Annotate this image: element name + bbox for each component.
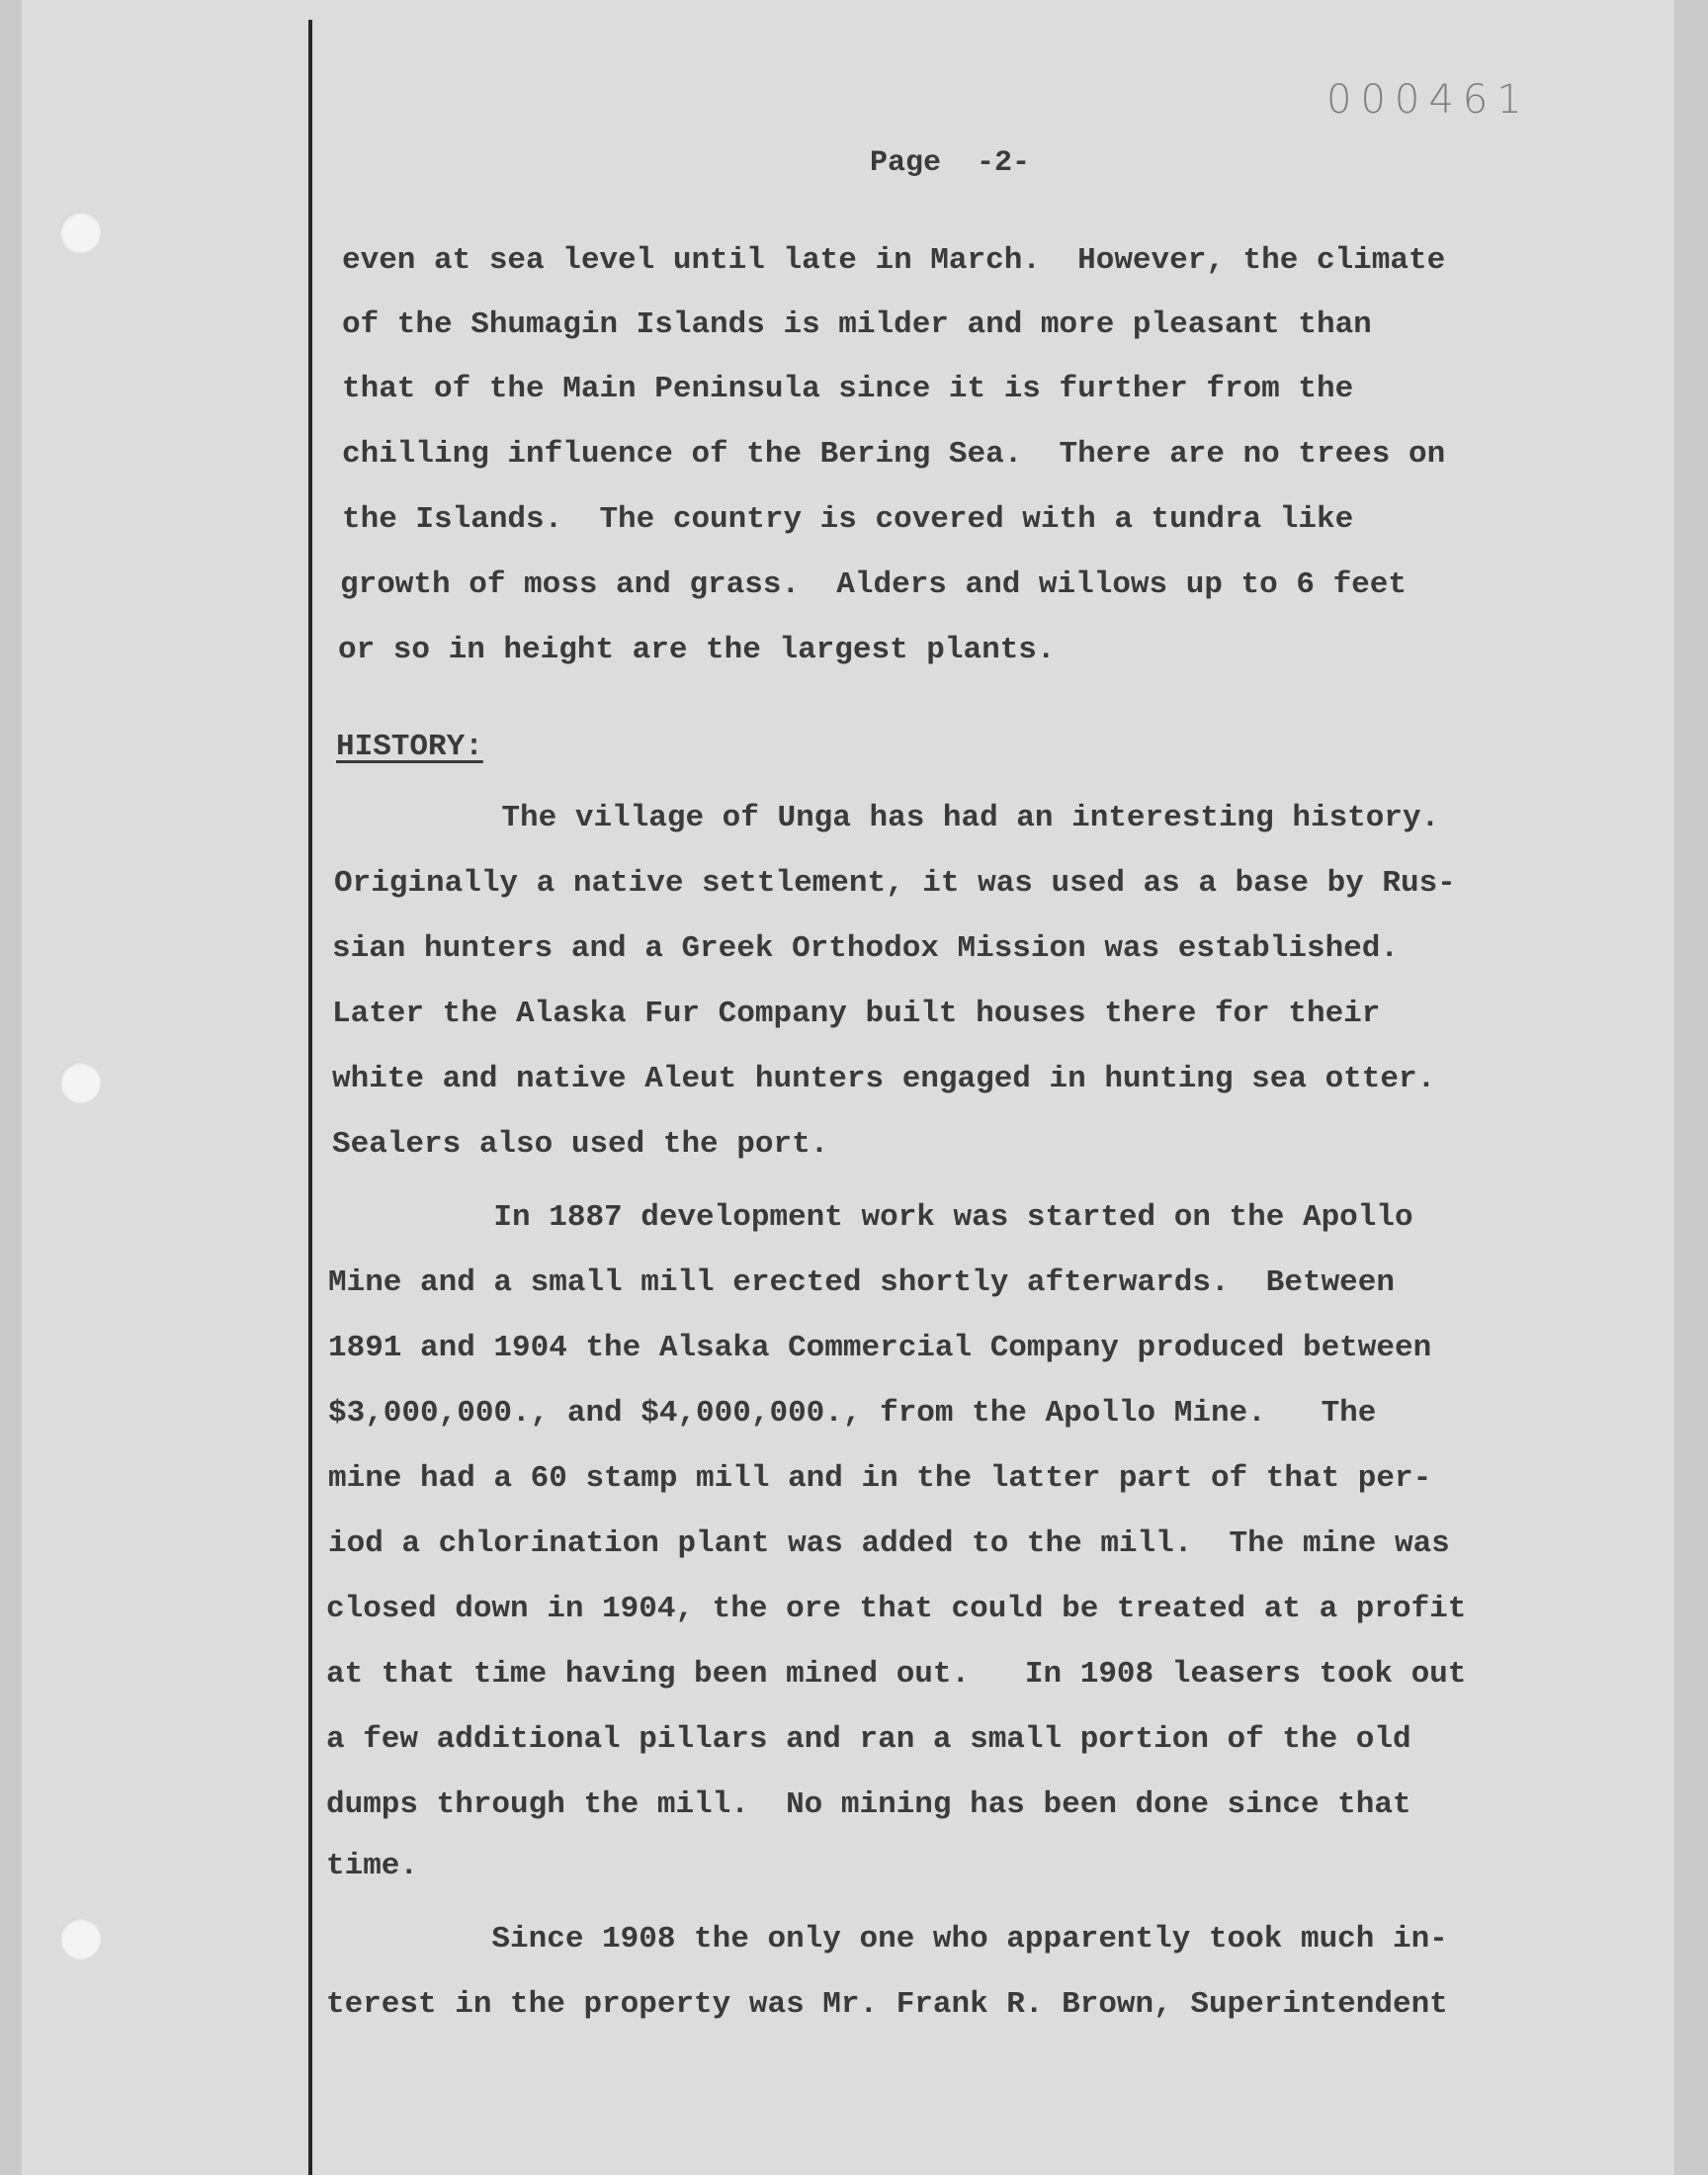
text-line: Since 1908 the only one who apparently took much in-: [326, 1922, 1448, 1957]
text-line: at that time having been mined out. In 1908 leasers took out: [326, 1657, 1467, 1692]
margin-rule: [308, 20, 312, 2175]
text-line: 1891 and 1904 the Alsaka Commercial Company produced between: [328, 1331, 1432, 1365]
text-line: or so in height are the largest plants.: [338, 633, 1056, 667]
text-line: a few additional pillars and ran a small portion of the old: [326, 1722, 1411, 1757]
text-line: the Islands. The country is covered with a tundra like: [342, 502, 1354, 537]
text-line: growth of moss and grass. Alders and willows up to 6 feet: [340, 567, 1407, 602]
text-line: Originally a native settlement, it was used as a base by Rus-: [334, 866, 1456, 901]
text-line: terest in the property was Mr. Frank R. Brown, Superintendent: [326, 1987, 1448, 2022]
document-number-stamp: 000461: [1326, 77, 1531, 123]
text-line: of the Shumagin Islands is milder and more pleasant than: [342, 307, 1372, 342]
text-line: sian hunters and a Greek Orthodox Mission was established.: [332, 931, 1399, 966]
text-line: time.: [326, 1849, 419, 1883]
text-line: that of the Main Peninsula since it is further from the: [342, 372, 1354, 406]
punch-hole-top: [59, 212, 101, 253]
text-line: mine had a 60 stamp mill and in the latter part of that per-: [328, 1461, 1432, 1496]
text-line: white and native Aleut hunters engaged in hunting sea otter.: [332, 1062, 1436, 1096]
text-line: In 1887 development work was started on the Apollo: [328, 1200, 1413, 1235]
text-line: iod a chlorination plant was added to the mill. The mine was: [328, 1526, 1450, 1561]
punch-hole-bottom: [59, 1918, 101, 1959]
text-line: $3,000,000., and $4,000,000., from the Apollo Mine. The: [328, 1396, 1377, 1431]
text-line: even at sea level until late in March. However, the climate: [342, 243, 1446, 278]
text-line: dumps through the mill. No mining has been done since that: [326, 1787, 1411, 1822]
text-line: Mine and a small mill erected shortly afterwards. Between: [328, 1265, 1395, 1300]
text-line: The village of Unga has had an interesting history.: [336, 801, 1440, 835]
text-line: Sealers also used the port.: [332, 1127, 829, 1162]
text-line: Later the Alaska Fur Company built houses there for their: [332, 997, 1381, 1031]
section-heading: HISTORY:: [336, 730, 483, 764]
page-number-header: Page -2-: [870, 146, 1031, 180]
punch-hole-middle: [59, 1062, 101, 1103]
text-line: closed down in 1904, the ore that could be treated at a profit: [326, 1592, 1467, 1626]
text-line: chilling influence of the Bering Sea. There are no trees on: [342, 437, 1446, 472]
